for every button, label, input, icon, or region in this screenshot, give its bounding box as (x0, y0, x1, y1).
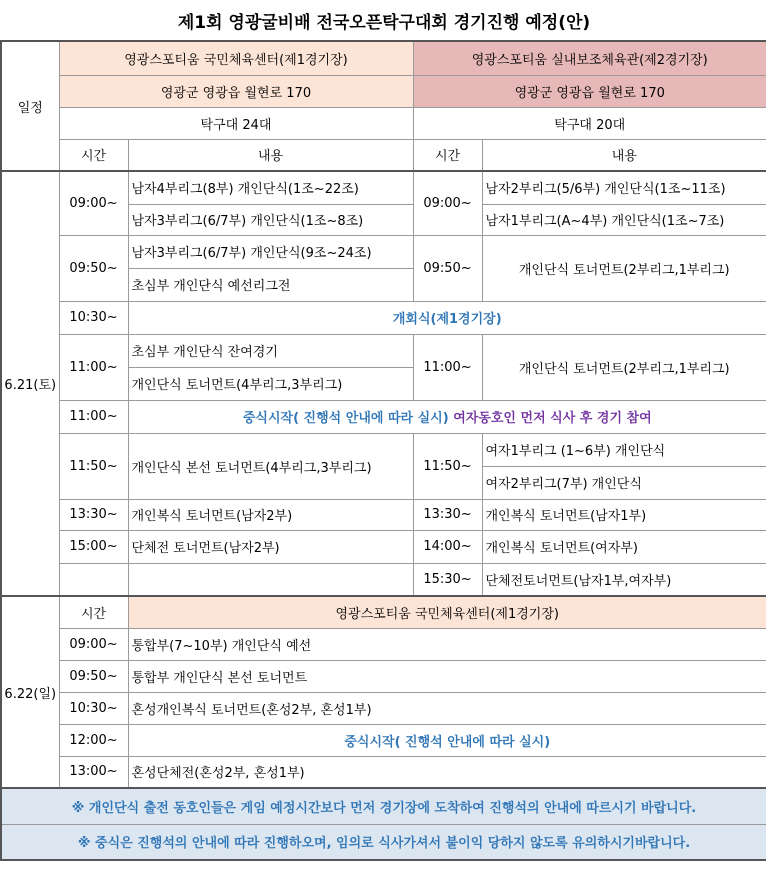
event-cell: 혼성단체전(혼성2부, 혼성1부) (128, 756, 766, 788)
day2-label: 6.22(일) (1, 596, 59, 788)
event-cell: 단체전 토너먼트(남자2부) (128, 530, 413, 563)
time-cell: 12:00~ (59, 724, 128, 756)
time-cell: 11:00~ (59, 334, 128, 400)
event-cell: 개인복식 토너먼트(여자부) (482, 530, 766, 563)
time-header: 시간 (59, 139, 128, 171)
empty-cell (128, 563, 413, 596)
time-cell: 09:00~ (59, 171, 128, 235)
schedule-label: 일정 (1, 41, 59, 171)
venue1-tables: 탁구대 24대 (59, 107, 413, 139)
time-cell: 13:30~ (59, 499, 128, 530)
event-cell: 남자2부리그(5/6부) 개인단식(1조~11조) (482, 171, 766, 204)
content-header: 내용 (128, 139, 413, 171)
event-cell: 여자1부리그 (1~6부) 개인단식 (482, 433, 766, 466)
event-cell: 여자2부리그(7부) 개인단식 (482, 466, 766, 499)
lunch-notice (128, 400, 766, 433)
event-cell: 개인복식 토너먼트(남자2부) (128, 499, 413, 530)
time-header: 시간 (413, 139, 482, 171)
event-cell: 개인복식 토너먼트(남자1부) (482, 499, 766, 530)
event-cell: 단체전토너먼트(남자1부,여자부) (482, 563, 766, 596)
time-cell: 09:50~ (413, 235, 482, 301)
venue1-address: 영광군 영광읍 월현로 170 (59, 75, 413, 107)
event-cell: 개인단식 토너먼트(2부리그,1부리그) (482, 235, 766, 301)
time-cell: 09:00~ (413, 171, 482, 235)
time-cell: 11:00~ (413, 334, 482, 400)
time-cell: 09:50~ (59, 660, 128, 692)
event-cell: 개인단식 토너먼트(4부리그,3부리그) (128, 367, 413, 400)
time-cell: 09:00~ (59, 628, 128, 660)
time-cell: 10:30~ (59, 301, 128, 334)
time-header: 시간 (59, 596, 128, 628)
event-cell: 통합부(7~10부) 개인단식 예선 (128, 628, 766, 660)
empty-cell (59, 563, 128, 596)
content-header: 내용 (482, 139, 766, 171)
time-cell: 10:30~ (59, 692, 128, 724)
venue1-name: 영광스포티움 국민체육센터(제1경기장) (59, 41, 413, 75)
venue2-tables: 탁구대 20대 (413, 107, 766, 139)
time-cell: 14:00~ (413, 530, 482, 563)
note-arrival: ※ 개인단식 출전 동호인들은 게임 예정시간보다 먼저 경기장에 도착하여 진행석의 안내에 따르시기 바랍니다. (1, 788, 766, 824)
event-cell: 남자4부리그(8부) 개인단식(1조~22조) (128, 171, 413, 204)
time-cell: 11:00~ (59, 400, 128, 433)
day2-venue: 영광스포티움 국민체육센터(제1경기장) (128, 596, 766, 628)
time-cell: 15:00~ (59, 530, 128, 563)
time-cell: 15:30~ (413, 563, 482, 596)
event-cell: 남자3부리그(6/7부) 개인단식(9조~24조) (128, 235, 413, 268)
event-cell: 혼성개인복식 토너먼트(혼성2부, 혼성1부) (128, 692, 766, 724)
event-cell: 남자1부리그(A~4부) 개인단식(1조~7조) (482, 204, 766, 235)
event-cell: 개인단식 본선 토너먼트(4부리그,3부리그) (128, 433, 413, 499)
time-cell: 09:50~ (59, 235, 128, 301)
venue2-address: 영광군 영광읍 월현로 170 (413, 75, 766, 107)
note-lunch: ※ 중식은 진행석의 안내에 따라 진행하오며, 임의로 식사가셔서 불이익 당하지 않도록 유의하시기바랍니다. (1, 824, 766, 860)
lunch-women-text: 여자동호인 먼저 식사 후 경기 참여 (448, 411, 652, 426)
page-title: 제1회 영광굴비배 전국오픈탁구대회 경기진행 예정(안) (1, 0, 766, 41)
time-cell: 11:50~ (413, 433, 482, 499)
event-cell: 남자3부리그(6/7부) 개인단식(1조~8조) (128, 204, 413, 235)
opening-ceremony: 개회식(제1경기장) (128, 301, 766, 334)
event-cell: 초심부 개인단식 예선리그전 (128, 268, 413, 301)
event-cell: 초심부 개인단식 잔여경기 (128, 334, 413, 367)
event-cell: 개인단식 토너먼트(2부리그,1부리그) (482, 334, 766, 400)
time-cell: 11:50~ (59, 433, 128, 499)
time-cell: 13:30~ (413, 499, 482, 530)
day1-label: 6.21(토) (1, 171, 59, 596)
lunch-notice: 중식시작( 진행석 안내에 따라 실시) (128, 724, 766, 756)
event-cell: 통합부 개인단식 본선 토너먼트 (128, 660, 766, 692)
venue2-name: 영광스포티움 실내보조체육관(제2경기장) (413, 41, 766, 75)
lunch-start-text: 중식시작( 진행석 안내에 따라 실시) (242, 411, 449, 426)
time-cell: 13:00~ (59, 756, 128, 788)
